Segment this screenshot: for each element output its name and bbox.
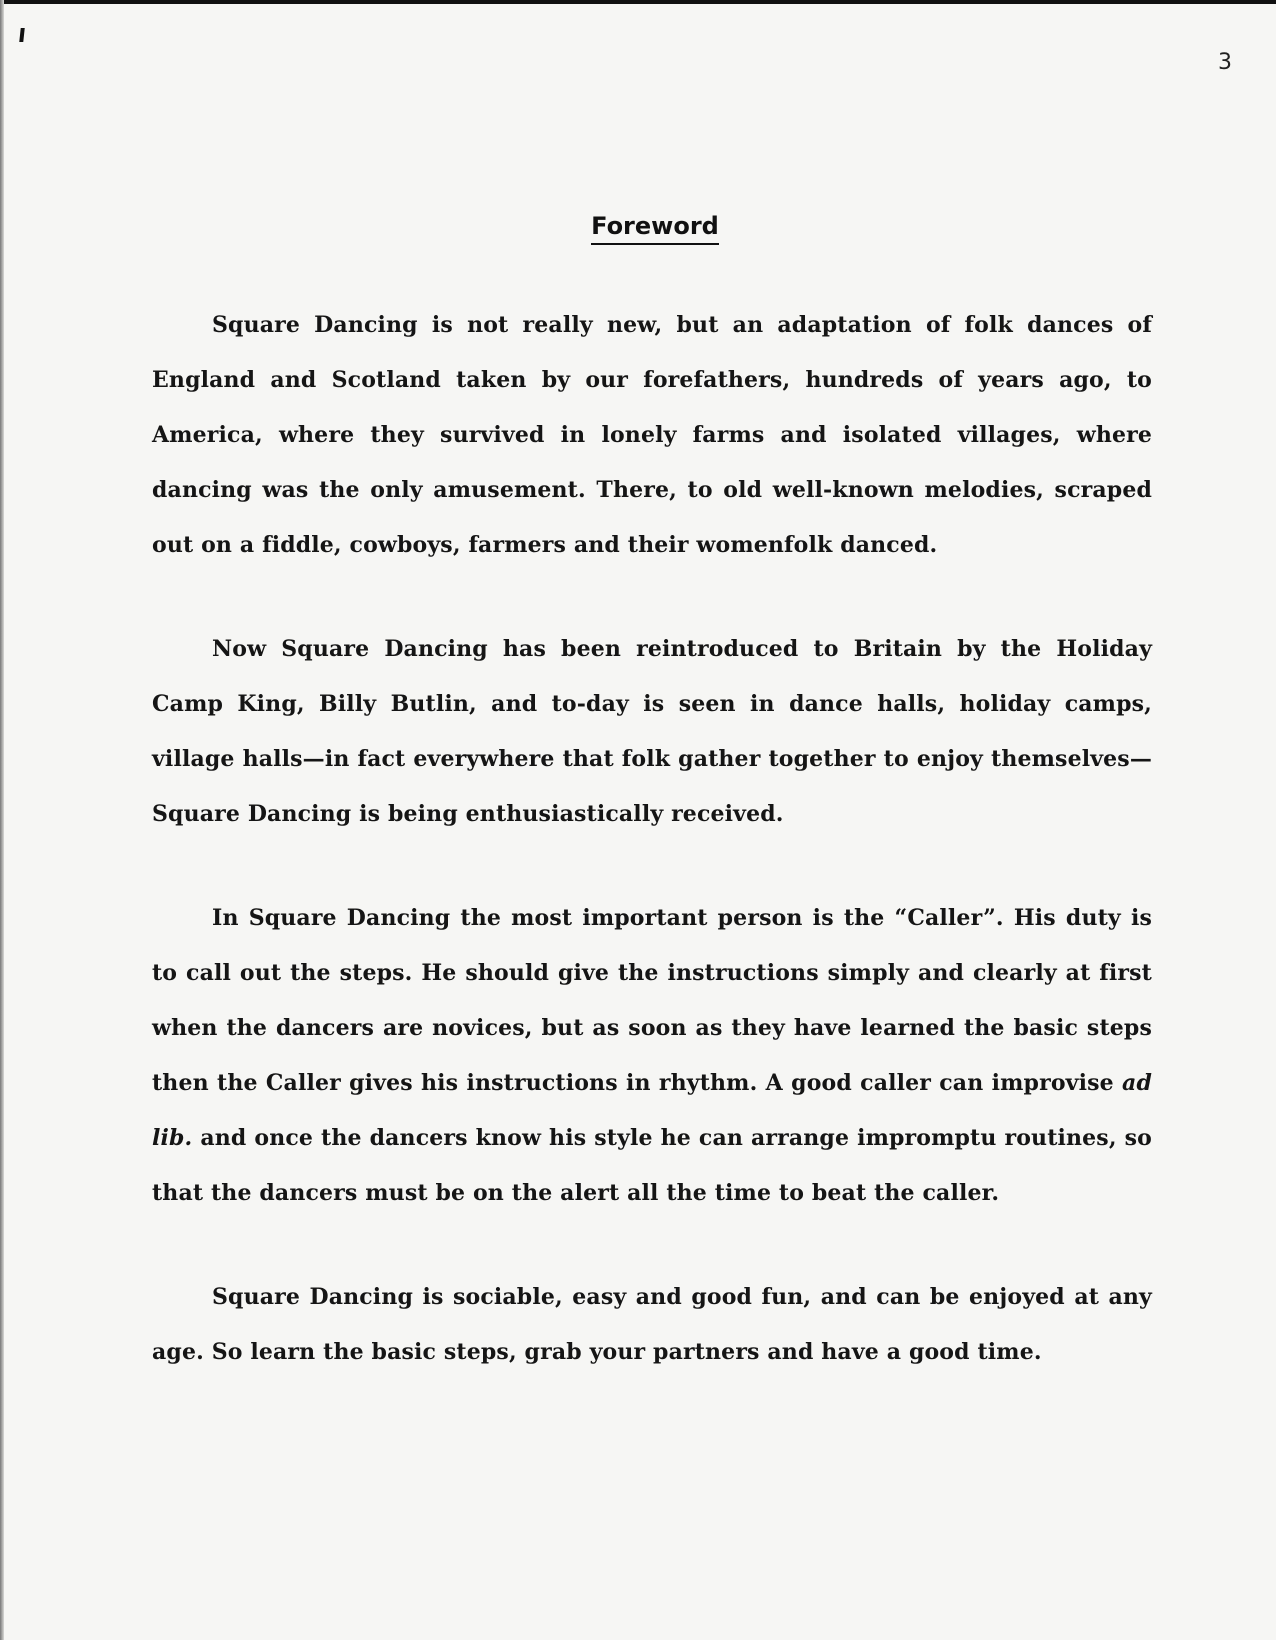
page-number: 3 [1218, 50, 1232, 75]
scan-edge-top [0, 0, 1276, 4]
paragraph-2: Now Square Dancing has been reintroduced to Britain by the Holiday Camp King, Billy Butlin, and to-day is seen in dance halls, holiday camps, village halls—in fact everywhere that folk gather together to enjoy themselves—Square Dancing is being enthusiastically received. [152, 636, 1152, 827]
paragraph-1: Square Dancing is not really new, but an adaptation of folk dances of England and Scotland taken by our forefathers, hundreds of years ago, to America, where they survived in lonely farms and isolated villages, where dancing was the only amusement. There, to old well-known melodies, scraped out on a fiddle, cowboys, farmers and their womenfolk danced. [152, 312, 1152, 558]
document-body [152, 298, 1152, 1429]
paragraph-3-after-italic: and once the dancers know his style he can arrange impromptu routines, so that the dancers must be on the alert all the time to beat the caller. [152, 1125, 1152, 1206]
scan-mark [19, 28, 24, 42]
page-title-text: Foreword [591, 212, 719, 245]
paragraph-3-italic: ad lib. [152, 1070, 1152, 1151]
paragraph-4: Square Dancing is sociable, easy and good fun, and can be enjoyed at any age. So learn the basic steps, grab your partners and have a good time. [152, 1284, 1152, 1365]
scan-edge-left [0, 0, 4, 1640]
paragraph-3 [152, 891, 1152, 1221]
page-title [0, 212, 1276, 245]
paragraph-3-before-italic: In Square Dancing the most important person is the “Caller”. His duty is to call out the steps. He should give the instructions simply and clearly at first when the dancers are novices, but as soon as they have learned the basic steps then the Caller gives his instructions in rhythm. A good caller can improvise [152, 905, 1152, 1096]
